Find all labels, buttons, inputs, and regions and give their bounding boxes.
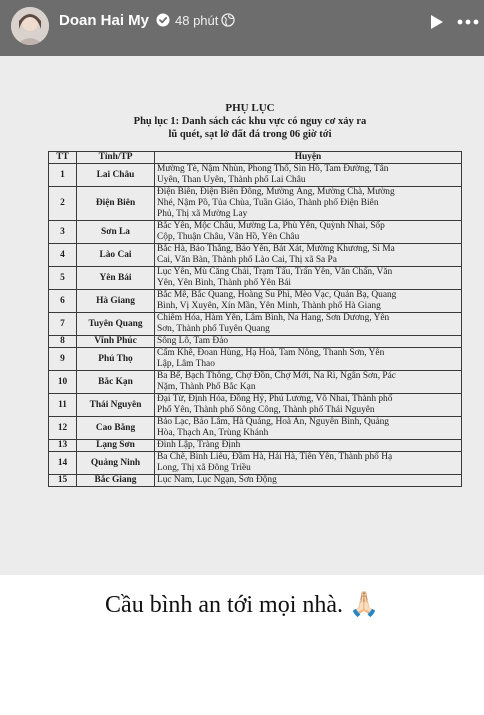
avatar-image [11, 7, 49, 45]
district-line: Nặm, Thành Phố Bắc Kạn [157, 382, 256, 392]
row-number: 8 [49, 336, 77, 348]
province-name: Bắc Giang [77, 475, 155, 487]
table-row [49, 164, 462, 187]
province-name: Hà Giang [77, 290, 155, 313]
header-district: Huyện [155, 152, 462, 164]
table-row [49, 336, 462, 348]
row-number: 12 [49, 417, 77, 440]
table-row [49, 394, 462, 417]
district-line: Điện Biên, Điện Biên Đông, Mường Ảng, Mường Chà, Mường [157, 187, 395, 197]
avatar[interactable] [11, 7, 49, 45]
district-list [155, 290, 462, 313]
row-number: 9 [49, 348, 77, 371]
header-province: Tỉnh/TP [77, 152, 155, 164]
province-name: Cao Bằng [77, 417, 155, 440]
district-list [155, 164, 462, 187]
row-number: 3 [49, 221, 77, 244]
district-line: Uyên, Than Uyên, Thành phố Lai Châu [157, 175, 306, 185]
row-number: 10 [49, 371, 77, 394]
district-list [155, 244, 462, 267]
table-row [49, 244, 462, 267]
district-line: Cẩm Khê, Đoan Hùng, Hạ Hoà, Tam Nông, Thanh Sơn, Yên [157, 348, 385, 358]
row-number: 7 [49, 313, 77, 336]
row-number: 14 [49, 452, 77, 475]
district-line: Phổ Yên, Thành phố Sông Công, Thành phố Thái Nguyên [157, 405, 375, 415]
table-row [49, 348, 462, 371]
table-header-row [49, 152, 462, 164]
district-list [155, 417, 462, 440]
table-row [49, 475, 462, 487]
story-header [0, 0, 484, 56]
district-line: Nhé, Nậm Pồ, Tủa Chùa, Tuần Giáo, Thành phố Điện Biên [157, 198, 379, 208]
table-row [49, 371, 462, 394]
district-line: Cộp, Thuận Châu, Vân Hồ, Yên Châu [157, 232, 300, 242]
table-row [49, 313, 462, 336]
province-name: Lai Châu [77, 164, 155, 187]
district-line: Lục Nam, Lục Ngạn, Sơn Động [157, 475, 277, 485]
row-number: 13 [49, 440, 77, 452]
verified-badge-icon [156, 13, 170, 27]
district-line: Bắc Hà, Bảo Thắng, Bảo Yên, Bát Xát, Mường Khương, Si Ma [157, 244, 395, 254]
district-list [155, 313, 462, 336]
province-name: Quảng Ninh [77, 452, 155, 475]
province-name: Sơn La [77, 221, 155, 244]
district-line: Sơn, Thành phố Tuyên Quang [157, 324, 270, 334]
district-line: Bắc Mê, Bắc Quang, Hoàng Su Phì, Mèo Vạc, Quản Bạ, Quang [157, 290, 397, 300]
district-line: Bảo Lạc, Bảo Lâm, Hà Quảng, Hoà An, Nguyên Bình, Quảng [157, 417, 389, 427]
province-name: Lào Cai [77, 244, 155, 267]
district-line: Cai, Văn Bàn, Thành phố Lào Cai, Thị xã Sa Pa [157, 255, 337, 265]
public-globe-icon [221, 13, 235, 27]
table-row [49, 440, 462, 452]
district-line: Bình, Vị Xuyên, Xín Mần, Yên Minh, Thành phố Hà Giang [157, 301, 381, 311]
story-caption [0, 590, 484, 619]
province-name: Vĩnh Phúc [77, 336, 155, 348]
author-name[interactable]: Doan Hai My [59, 12, 150, 29]
province-name: Thái Nguyên [77, 394, 155, 417]
district-line: Sông Lô, Tam Đảo [157, 336, 229, 346]
district-line: Lập, Lâm Thao [157, 359, 215, 369]
district-list [155, 336, 462, 348]
district-list [155, 440, 462, 452]
province-name: Tuyên Quang [77, 313, 155, 336]
district-list [155, 221, 462, 244]
district-line: Đại Từ, Định Hóa, Đồng Hỷ, Phú Lương, Võ Nhai, Thành phố [157, 394, 393, 404]
table-row [49, 290, 462, 313]
row-number: 4 [49, 244, 77, 267]
table-row [49, 267, 462, 290]
district-line: Lục Yên, Mù Căng Chải, Trạm Tấu, Trấn Yên, Văn Chấn, Văn [157, 267, 393, 277]
document-title: PHỤ LỤC [225, 102, 275, 114]
district-list [155, 394, 462, 417]
play-icon[interactable] [430, 14, 444, 30]
province-name: Điện Biên [77, 187, 155, 221]
caption-text: Cầu bình an tới mọi nhà. [105, 592, 344, 618]
district-list [155, 371, 462, 394]
region-table [48, 151, 462, 487]
table-body [49, 164, 462, 487]
table-row [49, 187, 462, 221]
province-name: Yên Bái [77, 267, 155, 290]
district-line: Ba Bể, Bạch Thông, Chợ Đồn, Chợ Mới, Na Rì, Ngân Sơn, Pác [157, 371, 396, 381]
district-list [155, 187, 462, 221]
district-line: Đình Lập, Tràng Định [157, 440, 241, 450]
row-number: 11 [49, 394, 77, 417]
post-time: 48 phút [175, 13, 219, 28]
row-number: 2 [49, 187, 77, 221]
district-line: Long, Thị xã Đông Triều [157, 463, 251, 473]
district-line: Yên, Yên Bình, Thành phố Yên Bái [157, 278, 292, 288]
row-number: 15 [49, 475, 77, 487]
district-line: Hòa, Thạch An, Trùng Khánh [157, 428, 269, 438]
district-line: Ba Chẽ, Bình Liêu, Đầm Hà, Hải Hà, Tiên Yên, Thành phố Hạ [157, 452, 393, 462]
district-line: Chiêm Hóa, Hàm Yên, Lâm Bình, Na Hang, Sơn Dương, Yên [157, 313, 390, 323]
praying-hands-emoji: 🙏🏻 [349, 592, 379, 618]
table-row [49, 221, 462, 244]
header-tt: TT [49, 152, 77, 164]
province-name: Phú Thọ [77, 348, 155, 371]
document-subtitle-line1: Phụ lục 1: Danh sách các khu vực có nguy cơ xảy ra [133, 116, 367, 127]
district-list [155, 452, 462, 475]
district-line: Bắc Yên, Mộc Châu, Mường La, Phù Yên, Quỳnh Nhai, Sốp [157, 221, 385, 231]
table-row [49, 417, 462, 440]
district-list [155, 267, 462, 290]
document-subtitle-line2: lũ quét, sạt lở đất đá trong 06 giờ tới [168, 129, 332, 140]
district-list [155, 475, 462, 487]
province-name: Bắc Kạn [77, 371, 155, 394]
district-line: Mường Tè, Nậm Nhùn, Phong Thổ, Sìn Hồ, Tam Đường, Tân [157, 164, 389, 174]
row-number: 1 [49, 164, 77, 187]
row-number: 5 [49, 267, 77, 290]
document-heading [32, 102, 468, 141]
table-row [49, 452, 462, 475]
district-list [155, 348, 462, 371]
row-number: 6 [49, 290, 77, 313]
province-name: Lạng Sơn [77, 440, 155, 452]
more-options-icon[interactable] [457, 19, 479, 25]
district-line: Phủ, Thị xã Mường Lay [157, 209, 248, 219]
